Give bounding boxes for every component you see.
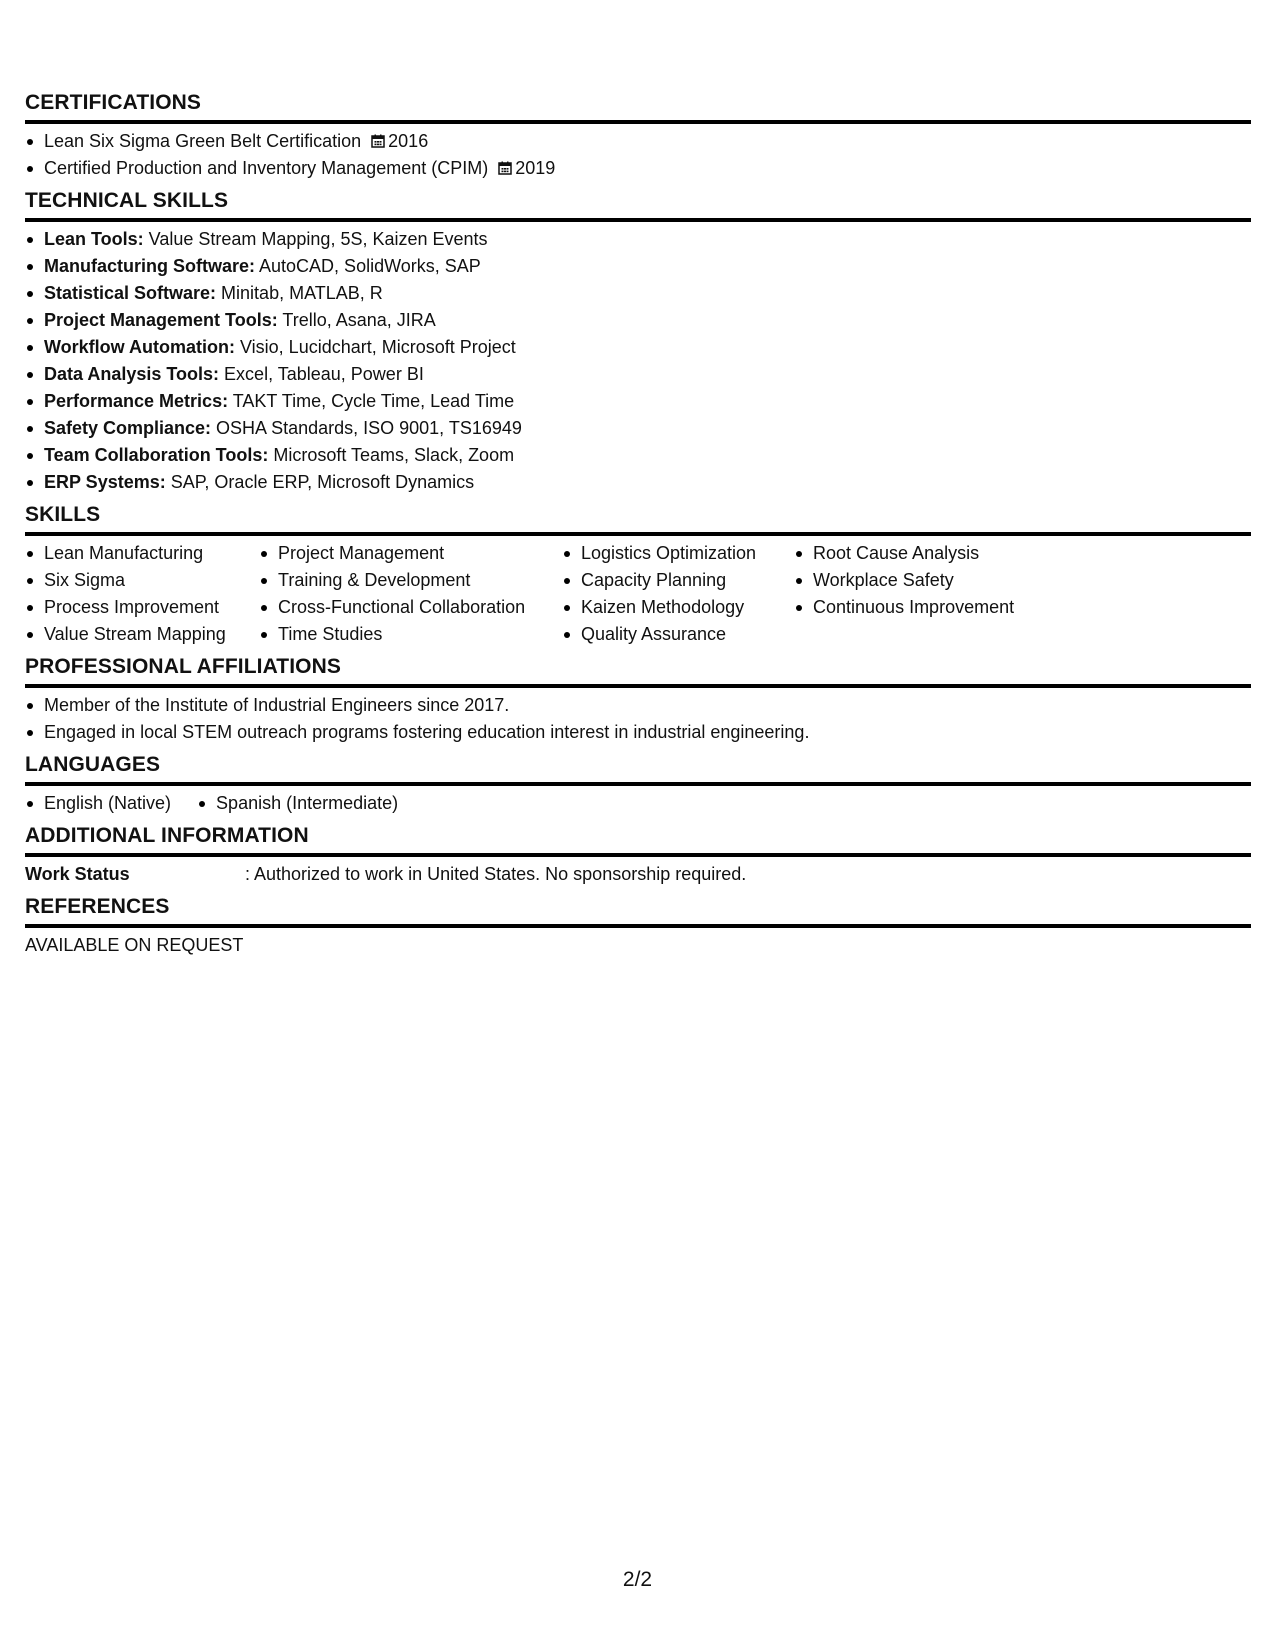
technical-skill-item [25,334,1251,361]
certifications-list [25,128,1251,182]
technical-skill-item [25,253,1251,280]
technical-skill-item [25,442,1251,469]
certification-date [371,131,428,151]
certification-year: 2019 [515,158,556,178]
technical-skill-label: Team Collaboration Tools: [44,445,269,465]
certification-year: 2016 [388,131,429,151]
skill-item: Workplace Safety [794,567,1034,594]
technical-skills-list [25,226,1251,496]
technical-skill-value: OSHA Standards, ISO 9001, TS16949 [211,418,522,438]
certification-item [25,128,1251,155]
skill-item: Cross-Functional Collaboration [259,594,562,621]
technical-skill-label: Data Analysis Tools: [44,364,220,384]
languages-section [25,752,1251,817]
languages-heading: LANGUAGES [25,752,1251,786]
technical-skills-section [25,188,1251,496]
certification-date [498,158,555,178]
technical-skills-heading: TECHNICAL SKILLS [25,188,1251,222]
references-heading: REFERENCES [25,894,1251,928]
skills-column [562,540,794,648]
technical-skill-value: Microsoft Teams, Slack, Zoom [268,445,515,465]
skill-item: Kaizen Methodology [562,594,794,621]
skill-item: Lean Manufacturing [25,540,259,567]
work-status-label: Work Status [25,864,130,884]
technical-skill-value: AutoCAD, SolidWorks, SAP [255,256,481,276]
skill-item: Root Cause Analysis [794,540,1034,567]
technical-skill-label: ERP Systems: [44,472,166,492]
skill-item: Training & Development [259,567,562,594]
affiliations-list [25,692,1251,746]
skill-item: Project Management [259,540,562,567]
certification-item [25,155,1251,182]
skill-item: Continuous Improvement [794,594,1034,621]
calendar-icon [498,161,512,175]
technical-skill-value: SAP, Oracle ERP, Microsoft Dynamics [165,472,475,492]
certifications-heading: CERTIFICATIONS [25,90,1251,124]
skill-item: Time Studies [259,621,562,648]
additional-info-section [25,823,1251,888]
resume-page [25,90,1251,965]
technical-skill-label: Manufacturing Software: [44,256,256,276]
technical-skill-item [25,388,1251,415]
technical-skill-item [25,307,1251,334]
additional-info-heading: ADDITIONAL INFORMATION [25,823,1251,857]
skill-item: Quality Assurance [562,621,794,648]
certification-name: Lean Six Sigma Green Belt Certification [44,131,362,151]
affiliations-heading: PROFESSIONAL AFFILIATIONS [25,654,1251,688]
technical-skill-item [25,226,1251,253]
affiliation-item: Engaged in local STEM outreach programs fostering education interest in industrial engineering. [25,719,1251,746]
skills-section [25,502,1251,648]
technical-skill-value: TAKT Time, Cycle Time, Lead Time [228,391,515,411]
skill-item: Value Stream Mapping [25,621,259,648]
technical-skill-value: Trello, Asana, JIRA [277,310,436,330]
technical-skill-item [25,415,1251,442]
technical-skill-item [25,280,1251,307]
skills-column [25,540,259,648]
affiliation-item: Member of the Institute of Industrial Engineers since 2017. [25,692,1251,719]
technical-skill-value: Value Stream Mapping, 5S, Kaizen Events [143,229,488,249]
skills-column [794,540,1034,648]
skill-item: Logistics Optimization [562,540,794,567]
technical-skill-value: Minitab, MATLAB, R [216,283,383,303]
technical-skill-label: Lean Tools: [44,229,144,249]
technical-skill-label: Safety Compliance: [44,418,212,438]
skills-grid [25,540,1251,648]
page-number: 2/2 [622,1568,653,1591]
language-item: Spanish (Intermediate) [197,790,398,817]
calendar-icon [371,134,385,148]
skills-heading: SKILLS [25,502,1251,536]
language-item: English (Native) [25,790,171,817]
skill-item: Capacity Planning [562,567,794,594]
skills-column [259,540,562,648]
skill-item: Six Sigma [25,567,259,594]
technical-skill-label: Workflow Automation: [44,337,235,357]
certifications-section [25,90,1251,182]
work-status-value: : Authorized to work in United States. No sponsorship required. [245,864,747,884]
languages-list [25,790,1251,817]
certification-name: Certified Production and Inventory Management (CPIM) [44,158,489,178]
technical-skill-label: Statistical Software: [44,283,217,303]
technical-skill-label: Performance Metrics: [44,391,229,411]
technical-skill-item [25,361,1251,388]
references-section [25,894,1251,959]
affiliations-section [25,654,1251,746]
work-status-row [25,861,1251,888]
references-text: AVAILABLE ON REQUEST [25,935,244,955]
technical-skill-label: Project Management Tools: [44,310,278,330]
technical-skill-value: Excel, Tableau, Power BI [219,364,424,384]
skill-item: Process Improvement [25,594,259,621]
technical-skill-item [25,469,1251,496]
technical-skill-value: Visio, Lucidchart, Microsoft Project [234,337,516,357]
